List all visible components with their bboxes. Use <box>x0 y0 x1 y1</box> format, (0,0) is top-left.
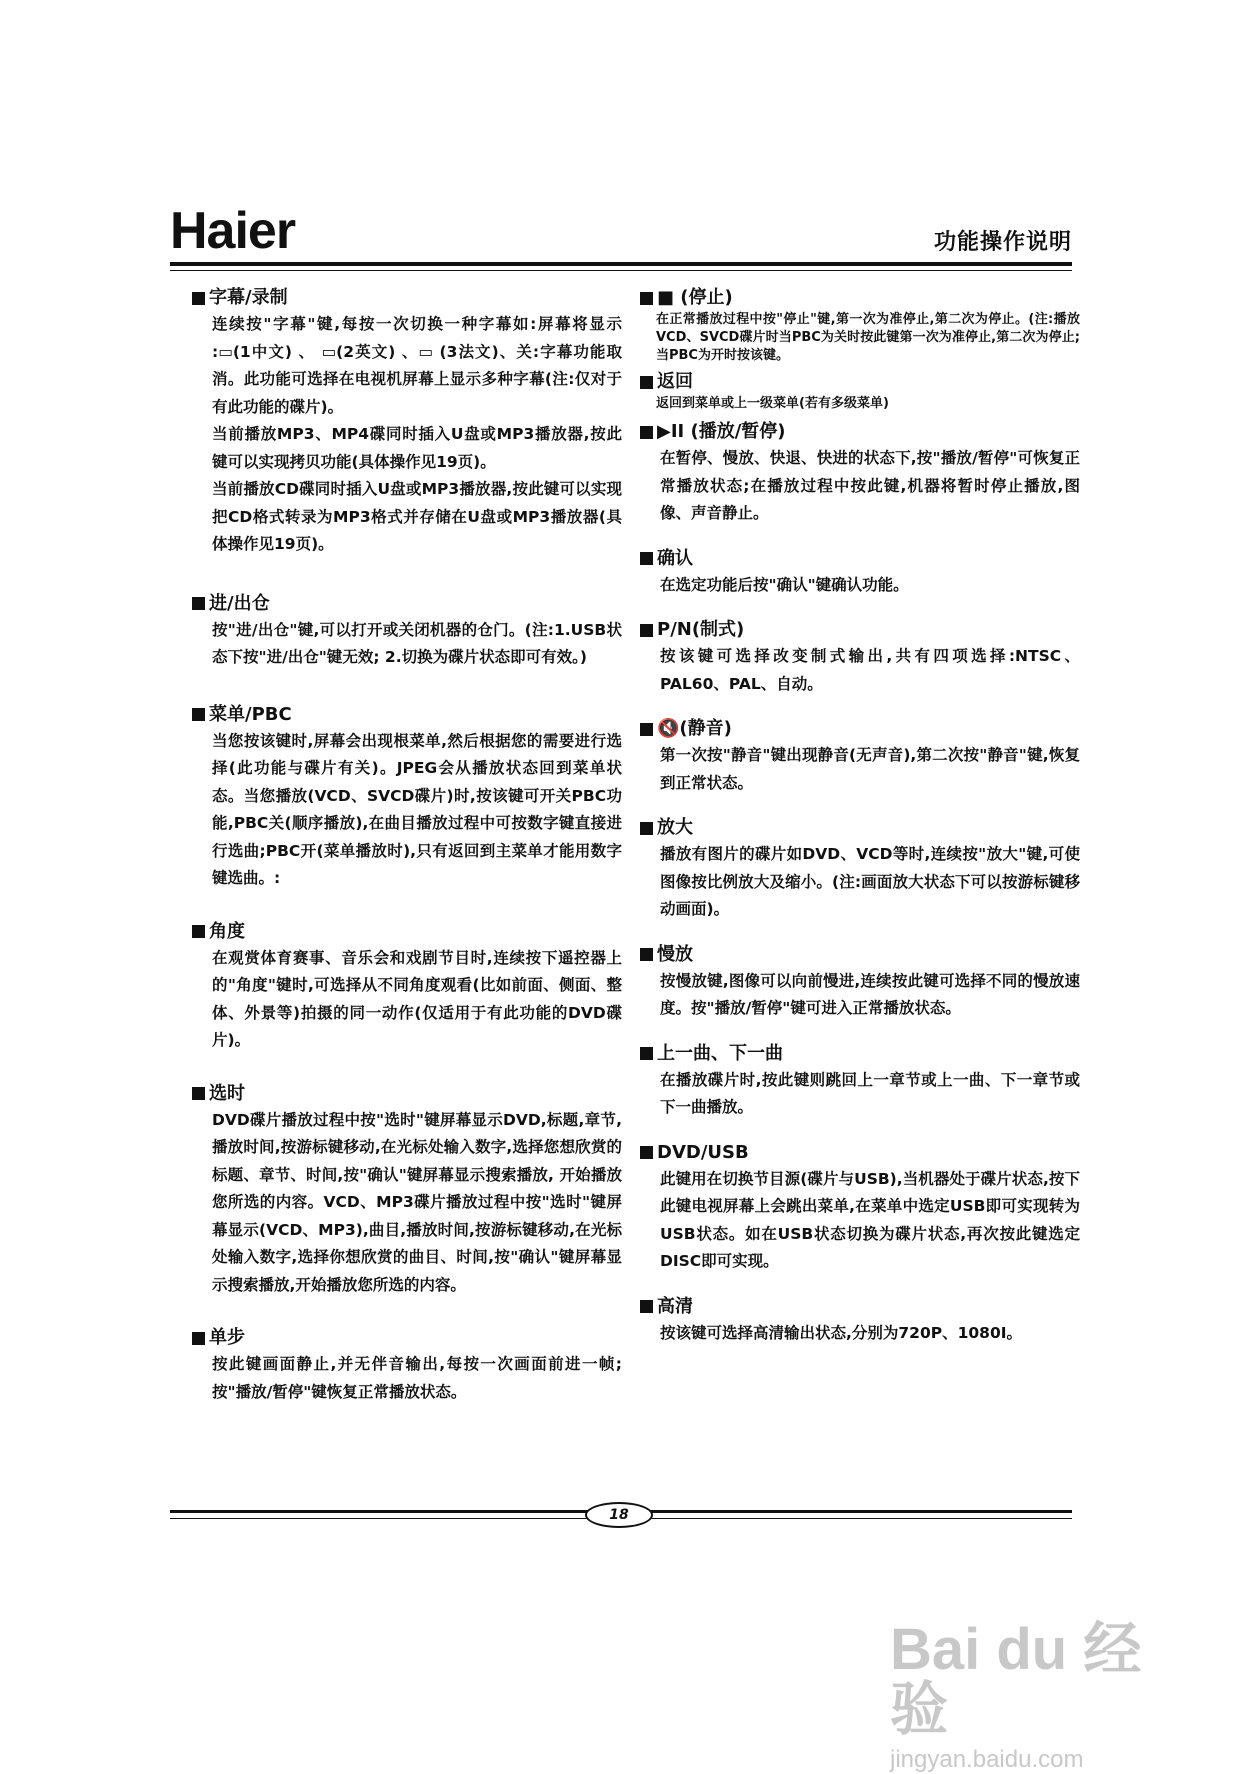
section-text: 按该键可选择高清输出状态,分别为720P、1080I。 <box>660 1323 1023 1342</box>
bullet-square-icon <box>192 1332 205 1345</box>
baidu-watermark <box>890 1617 1170 1773</box>
section-text: 在播放碟片时,按此键则跳回上一章节或上一曲、下一章节或下一曲播放。 <box>660 1070 1080 1116</box>
bullet-square-icon <box>640 552 653 565</box>
section-text: 播放有图片的碟片如DVD、VCD等时,连续按"放大"键,可使图像按比例放大及缩小。(注:画面放大状态下可以按游标键移动画面)。 <box>660 845 1080 918</box>
watermark-brand: Bai du 经验 <box>890 1617 1142 1742</box>
section-title: 慢放 <box>657 943 693 965</box>
section-text: 当您按该键时,屏幕会出现根菜单,然后根据您的需要进行选择(此功能与碟片有关)。JPEG会从播放状态回到菜单状态。当您播放(VCD、SVCD碟片)时,按该键可开关PBC功能,PBC关(顺序播放),在曲目播放过程中可按数字键直接进行选曲;PBC开(菜单播放时),只有返回到主菜单才能用数字键选曲。: <box>212 731 622 887</box>
section-hd <box>640 1294 1080 1348</box>
left-column <box>192 285 622 1432</box>
section-eject <box>192 591 622 672</box>
section-zoom <box>640 815 1080 924</box>
bullet-square-icon <box>640 1146 653 1159</box>
bullet-square-icon <box>640 723 653 736</box>
section-step <box>192 1325 622 1406</box>
section-text: 第一次按"静音"键出现静音(无声音),第二次按"静音"键,恢复到正常状态。 <box>660 746 1080 792</box>
section-text: 在选定功能后按"确认"键确认功能。 <box>660 575 909 594</box>
bullet-square-icon <box>192 1087 205 1100</box>
header-divider-thin <box>170 270 1072 271</box>
bullet-square-icon <box>640 376 653 389</box>
section-text: 按慢放键,图像可以向前慢进,连续按此键可选择不同的慢放速度。按"播放/暂停"键可进入正常播放状态。 <box>660 971 1080 1017</box>
section-confirm <box>640 546 1080 600</box>
section-text: 当前播放CD碟同时插入U盘或MP3播放器,按此键可以实现把CD格式转录为MP3格式并存储在U盘或MP3播放器(具体操作见19页)。 <box>212 480 622 553</box>
section-title: 选时 <box>209 1082 245 1104</box>
section-text: 此键用在切换节目源(碟片与USB),当机器处于碟片状态,按下此键电视屏幕上会跳出菜单,在菜单中选定USB即可实现转为USB状态。如在USB状态切换为碟片状态,再次按此键选定DISC即可实现。 <box>660 1169 1080 1270</box>
section-mute <box>640 716 1080 797</box>
section-title: 高清 <box>657 1295 693 1317</box>
section-prev-next <box>640 1041 1080 1122</box>
watermark-url: jingyan.baidu.com <box>890 1746 1084 1773</box>
section-text: DVD碟片播放过程中按"选时"键屏幕显示DVD,标题,章节,播放时间,按游标键移动,在光标处输入数字,选择您想欣赏的标题、章节、时间,按"确认"键屏幕显示搜索播放, 开始播放您所选的内容。VCD、MP3碟片播放过程中按"选时"键屏幕显示(VCD、MP3),曲目,播放时间,按游标键移动,在光标处输入数字,选择你想欣赏的曲目、时间,按"确认"键屏幕显示搜索播放,开始播放您所选的内容。 <box>212 1110 622 1294</box>
section-slow <box>640 942 1080 1023</box>
section-title: 🔇(静音) <box>657 718 732 739</box>
bullet-square-icon <box>640 426 653 439</box>
section-menu-pbc <box>192 702 622 893</box>
bullet-square-icon <box>192 708 205 721</box>
section-return <box>640 369 1080 413</box>
section-play-pause <box>640 419 1080 528</box>
page-title: 功能操作说明 <box>933 230 1072 255</box>
section-text: 返回到菜单或上一级菜单(若有多级菜单) <box>656 396 889 411</box>
section-title: 单步 <box>209 1327 245 1348</box>
section-angle <box>192 919 622 1055</box>
header-divider <box>170 262 1072 266</box>
section-title: 进/出仓 <box>209 592 270 614</box>
bullet-square-icon <box>640 292 653 305</box>
section-text: 按此键画面静止,并无伴音输出,每按一次画面前进一帧;按"播放/暂停"键恢复正常播放状态。 <box>212 1355 622 1401</box>
section-subtitle-record <box>192 285 622 559</box>
bullet-square-icon <box>640 624 653 637</box>
section-text: 在暂停、慢放、快退、快进的状态下,按"播放/暂停"可恢复正常播放状态;在播放过程中按此键,机器将暂时停止播放,图像、声音静止。 <box>660 449 1080 522</box>
section-title: ▶II (播放/暂停) <box>657 421 786 442</box>
section-pn-format <box>640 617 1080 698</box>
bullet-square-icon <box>192 925 205 938</box>
bullet-square-icon <box>192 597 205 610</box>
bullet-square-icon <box>640 822 653 835</box>
section-title: 放大 <box>657 817 693 838</box>
section-title: ■ (停止) <box>657 287 733 308</box>
section-title: DVD/USB <box>657 1141 749 1163</box>
bullet-square-icon <box>640 1300 653 1313</box>
section-text: 当前播放MP3、MP4碟同时插入U盘或MP3播放器,按此键可以实现拷贝功能(具体操作见19页)。 <box>212 425 622 471</box>
bullet-square-icon <box>192 292 205 305</box>
section-time-search <box>192 1081 622 1300</box>
section-title: 上一曲、下一曲 <box>657 1042 783 1064</box>
section-title: P/N(制式) <box>657 619 745 640</box>
section-text: 在观赏体育赛事、音乐会和戏剧节目时,连续按下遥控器上的"角度"键时,可选择从不同角度观看(比如前面、侧面、整体、外景等)拍摄的同一动作(仅适用于有此功能的DVD碟片)。 <box>212 948 622 1049</box>
section-stop <box>640 285 1080 365</box>
section-title: 角度 <box>209 920 245 942</box>
section-title: 字幕/录制 <box>209 287 288 308</box>
section-text: 在正常播放过程中按"停止"键,第一次为准停止,第二次为停止。(注:播放VCD、SVCD碟片时当PBC为关时按此键第一次为准停止,第二次为停止; 当PBC为开时按该键。 <box>656 312 1080 363</box>
haier-logo: Haier <box>170 202 296 260</box>
section-dvd-usb <box>640 1140 1080 1276</box>
bullet-square-icon <box>640 948 653 961</box>
section-title: 菜单/PBC <box>209 703 292 725</box>
section-text: 连续按"字幕"键,每按一次切换一种字幕如:屏幕将显示 :▭(1中文) 、 ▭(2英文) 、▭ (3法文)、关:字幕功能取消。此功能可选择在电视机屏幕上显示多种字幕(注:仅对于有此功能的碟片)。 <box>212 315 622 416</box>
right-column <box>640 285 1080 1373</box>
section-text: 按"进/出仓"键,可以打开或关闭机器的仓门。(注:1.USB状态下按"进/出仓"键无效; 2.切换为碟片状态即可有效。) <box>212 620 622 666</box>
bullet-square-icon <box>640 1047 653 1060</box>
section-title: 返回 <box>657 371 693 392</box>
section-title: 确认 <box>657 547 693 569</box>
page-number: 18 <box>585 1502 653 1528</box>
section-text: 按该键可选择改变制式输出,共有四项选择:NTSC、PAL60、PAL、自动。 <box>660 647 1080 693</box>
